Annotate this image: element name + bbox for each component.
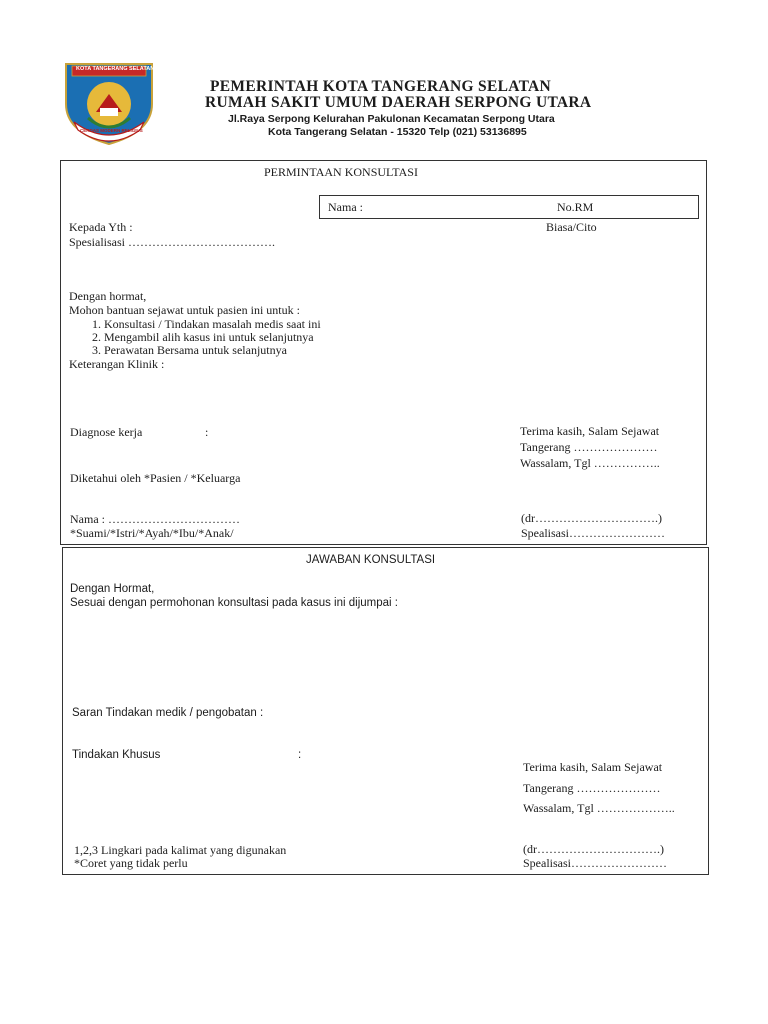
response-closing-thanks-text: Terima kasih, Salam Sejawat [523,760,663,774]
request-option-3: 3. Perawatan Bersama untuk selanjutnya [92,343,287,357]
footnote-strike-instruction: *Coret yang tidak perlu [74,856,188,870]
request-option-1: 1. Konsultasi / Tindakan masalah medis saat ini [92,317,321,331]
header-title-line2: RUMAH SAKIT UMUM DAERAH SERPONG UTARA [205,94,592,111]
response-doctor-specialization-field: Spealisasi…………………… [523,856,667,870]
logo-text-bottom: CERDAS MODERN RELIGIUS [80,128,143,133]
response-findings-label: Sesuai dengan permohonan konsultasi pada kasus ini dijumpai : [70,597,398,609]
doctor-specialization-field: Spealisasi…………………… [521,526,665,540]
medical-record-number-label: No.RM [557,200,594,214]
patient-name-label: Nama : [328,200,363,214]
greeting-text: Dengan hormat, [69,289,147,303]
city-emblem-logo [60,62,158,146]
special-action-label: Tindakan Khusus [72,749,161,761]
response-greeting-text: Dengan Hormat, [70,583,155,595]
relationship-options: *Suami/*Istri/*Ayah/*Ibu/*Anak/ [70,526,234,540]
logo-text-top: KOTA TANGERANG SELATAN [76,66,155,72]
working-diagnosis-colon: : [205,425,209,439]
doctor-signature-field: (dr………………………….) [521,511,662,525]
request-intro-text: Mohon bantuan sejawat untuk pasien ini untuk : [69,303,300,317]
response-doctor-signature-field: (dr………………………….) [523,842,664,856]
priority-label: Biasa/Cito [546,220,597,234]
header-address-line1: Jl.Raya Serpong Kelurahan Pakulonan Kecamatan Serpong Utara [228,113,555,125]
header-address-line2: Kota Tangerang Selatan - 15320 Telp (021) 53136895 [268,126,527,138]
request-option-2: 2. Mengambil alih kasus ini untuk selanjutnya [92,330,314,344]
addressee-label: Kepada Yth : [69,220,133,234]
response-city-date-field: Tangerang ………………… [523,781,661,795]
closing-thanks-text: Terima kasih, Salam Sejawat [520,424,660,438]
special-action-colon: : [298,749,302,761]
patient-name-rm-box [319,195,699,219]
specialization-field: Spesialisasi ………………………………. [69,235,275,249]
clinical-notes-label: Keterangan Klinik : [69,357,165,371]
city-date-field: Tangerang ………………… [520,440,658,454]
acknowledged-by-label: Diketahui oleh *Pasien / *Keluarga [70,471,241,485]
request-title: PERMINTAAN KONSULTASI [264,165,418,179]
acknowledger-name-field: Nama : …………………………… [70,512,240,526]
farewell-date-field: Wassalam, Tgl …………….. [520,456,660,470]
response-farewell-date-field: Wassalam, Tgl ……………….. [523,801,675,815]
footnote-circle-instruction: 1,2,3 Lingkari pada kalimat yang digunakan [74,843,287,857]
treatment-advice-label: Saran Tindakan medik / pengobatan : [72,707,264,719]
working-diagnosis-label: Diagnose kerja [70,425,143,439]
header-title-line1: PEMERINTAH KOTA TANGERANG SELATAN [210,78,552,95]
response-title: JAWABAN KONSULTASI [306,554,436,566]
